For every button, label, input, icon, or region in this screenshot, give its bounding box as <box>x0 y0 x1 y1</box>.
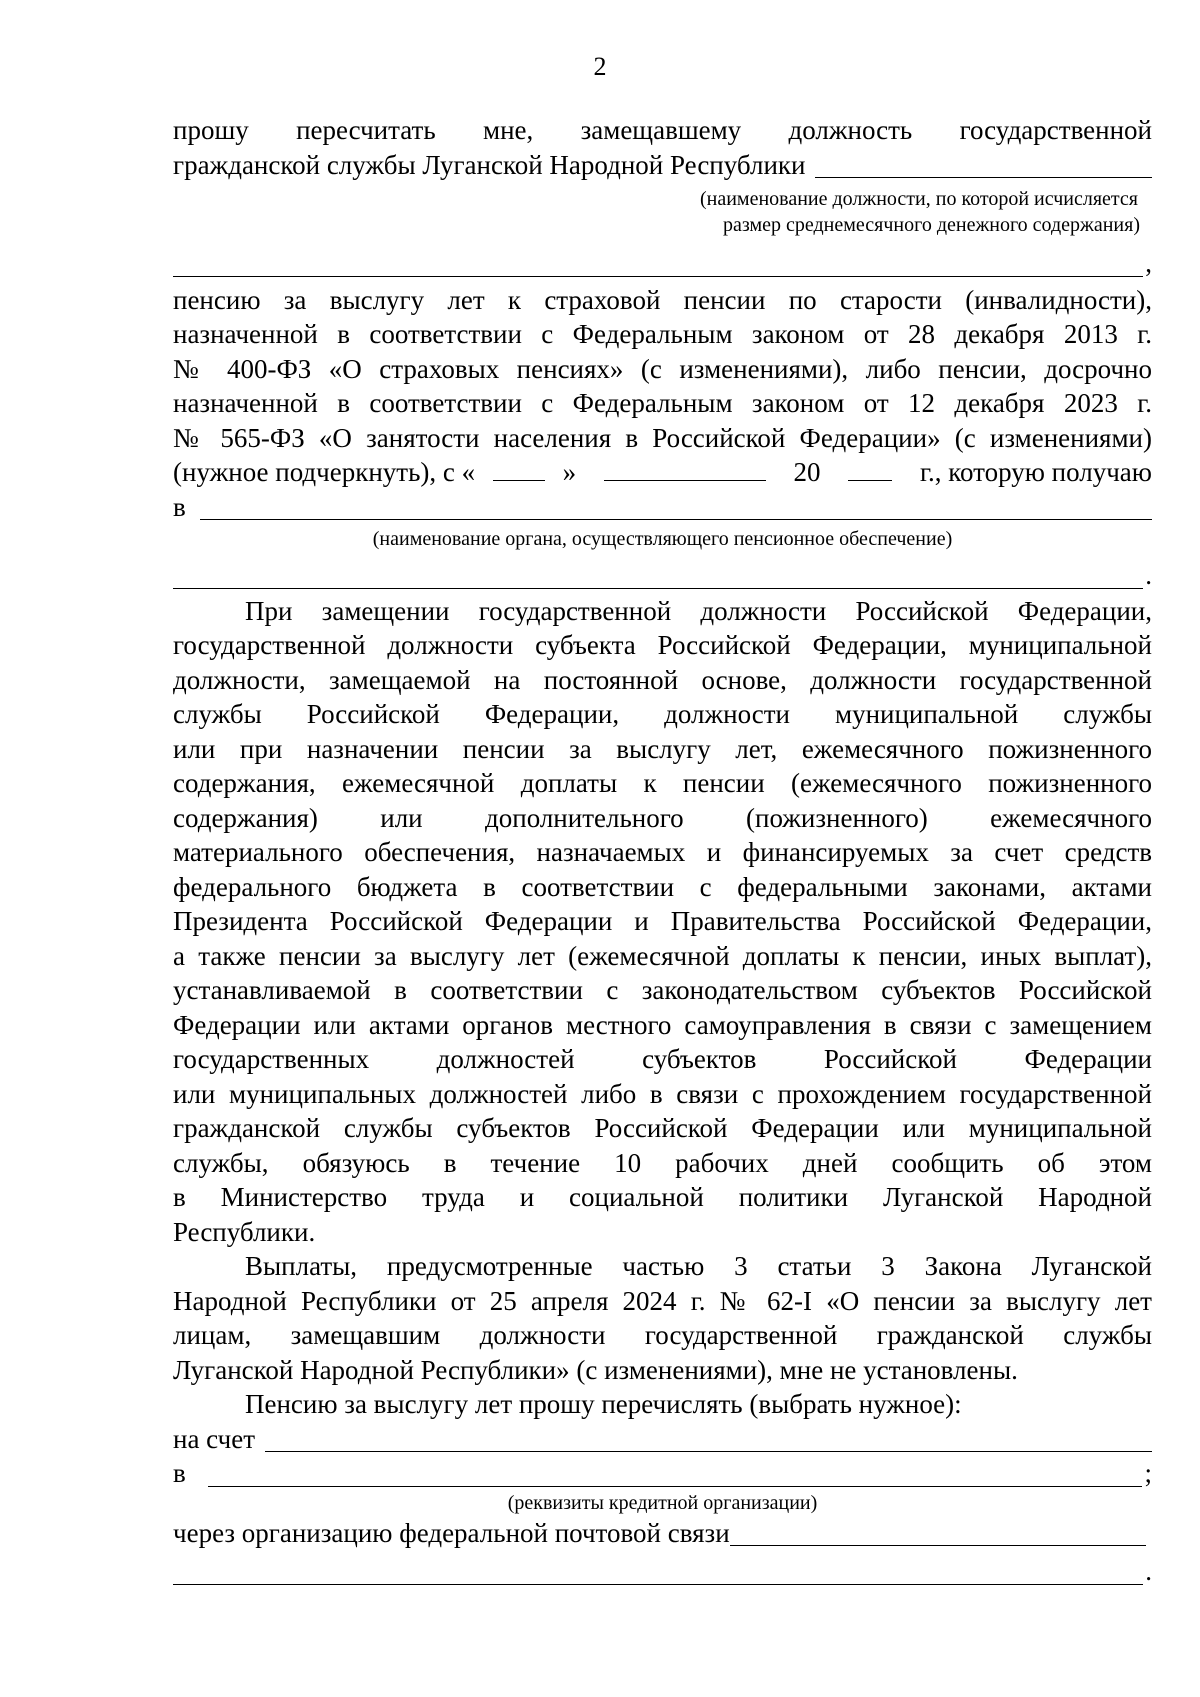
substitution-line: государственных должностей субъектов Российской Федерации <box>173 1044 1152 1074</box>
document-body <box>173 113 1152 1589</box>
year-field[interactable] <box>848 456 892 481</box>
position-caption-1: (наименование должности, по которой исчисляется <box>699 188 1138 210</box>
pension-line: назначенной в соответствии с Федеральным законом от 28 декабря 2013 г. <box>173 319 1152 349</box>
account-label: на счет <box>173 1423 255 1454</box>
substitution-line: Президента Российской Федерации и Правительства Российской Федерации, <box>173 906 1152 936</box>
substitution-line: или при назначении пенсии за выслугу лет, ежемесячного пожизненного <box>173 733 1152 764</box>
bank-prefix: в <box>173 1458 186 1488</box>
position-name-field[interactable] <box>815 153 1152 178</box>
substitution-line: устанавливаемой в соответствии с законодательством субъектов Российской <box>173 975 1152 1005</box>
position-caption-2: размер среднемесячного денежного содержания) <box>722 214 1140 236</box>
bank-trail: ; <box>1144 1458 1152 1488</box>
substitution-line: службы, обязуюсь в течение 10 рабочих дней сообщить об этом <box>173 1147 1152 1178</box>
organ-continuation-row <box>173 558 1152 593</box>
payments-paragraph <box>173 1249 1152 1387</box>
substitution-line: гражданской службы субъектов Российской Федерации или муниципальной <box>173 1113 1152 1143</box>
substitution-line: или муниципальных должностей либо в связи с прохождением государственной <box>173 1078 1152 1109</box>
pension-paragraph <box>173 283 1152 593</box>
date-line-part-3: 20 <box>793 457 821 487</box>
page-number: 2 <box>593 52 607 81</box>
substitution-line: Федерации или актами органов местного самоуправления в связи с замещением <box>173 1009 1152 1040</box>
payments-line: Луганской Народной Республики» (с изменениями), мне не установлены. <box>173 1354 1018 1385</box>
bank-row <box>173 1456 1152 1491</box>
substitution-line: содержания, ежемесячной доплаты к пенсии (ежемесячного пожизненного <box>173 768 1152 798</box>
substitution-line: должности, замещаемой на постоянной основе, должности государственной <box>173 664 1152 695</box>
post-label: через организацию федеральной почтовой связи <box>173 1517 730 1548</box>
substitution-line: государственной должности субъекта Российской Федерации, муниципальной <box>173 630 1152 660</box>
pension-line: № 400-ФЗ «О страховых пенсиях» (с изменениями), либо пенсии, досрочно <box>173 353 1152 384</box>
bank-details-field[interactable] <box>208 1462 1143 1487</box>
pension-organ-field-2[interactable] <box>173 564 1143 589</box>
day-field[interactable] <box>493 456 545 481</box>
transfer-heading: Пенсию за выслугу лет прошу перечислять (выбрать нужное): <box>245 1389 962 1419</box>
intro-line-2-text: гражданской службы Луганской Народной Республики <box>173 149 806 180</box>
post-office-field-2[interactable] <box>173 1560 1143 1585</box>
substitution-line: федерального бюджета в соответствии с федеральными законами, актами <box>173 871 1152 902</box>
organ-row <box>173 490 1152 525</box>
post-trail: . <box>1145 1556 1152 1586</box>
date-line-part-2: » <box>562 457 577 487</box>
pension-line: назначенной в соответствии с Федеральным законом от 12 декабря 2023 г. <box>173 388 1152 418</box>
post-row <box>173 1516 1152 1551</box>
position-continuation-row <box>173 246 1152 281</box>
pension-line: № 565-ФЗ «О занятости населения в Российской Федерации» (с изменениями) <box>173 422 1152 453</box>
substitution-line: а также пенсии за выслугу лет (ежемесячной доплаты к пенсии, иных выплат), <box>173 940 1152 971</box>
account-row <box>173 1422 1152 1457</box>
date-line-part-1: (нужное подчеркнуть), с « <box>173 457 476 487</box>
organ-caption: (наименование органа, осуществляющего пенсионное обеспечение) <box>372 528 953 550</box>
date-line <box>173 455 1152 490</box>
substitution-paragraph <box>173 594 1152 1250</box>
substitution-line: Республики. <box>173 1216 316 1247</box>
bank-caption: (реквизиты кредитной организации) <box>507 1491 818 1514</box>
payments-line: лицам, замещавшим должности государственной гражданской службы <box>173 1320 1152 1350</box>
substitution-line: материального обеспечения, назначаемых и финансируемых за счет средств <box>173 837 1152 867</box>
position-name-field-2[interactable] <box>173 252 1143 277</box>
substitution-line: При замещении государственной должности Российской Федерации, <box>245 595 1152 626</box>
transfer-section <box>173 1387 1152 1589</box>
intro-line-1: прошу пересчитать мне, замещавшему должность государственной <box>173 115 1152 145</box>
date-line-part-4: г., которую получаю <box>919 457 1152 487</box>
substitution-line: содержания) или дополнительного (пожизненного) ежемесячного <box>173 802 1152 833</box>
pension-organ-field[interactable] <box>200 495 1152 520</box>
month-field[interactable] <box>604 456 766 481</box>
intro-line-2 <box>173 148 1152 183</box>
post-office-field[interactable] <box>730 1521 1146 1546</box>
trail-period: . <box>1145 560 1152 590</box>
substitution-line: службы Российской Федерации, должности муниципальной службы <box>173 699 1152 729</box>
organ-prefix: в <box>173 491 186 522</box>
account-number-field[interactable] <box>265 1427 1152 1452</box>
trail-comma: , <box>1145 248 1152 278</box>
payments-line: Выплаты, предусмотренные частью 3 статьи 3 Закона Луганской <box>245 1251 1152 1281</box>
substitution-line: в Министерство труда и социальной политики Луганской Народной <box>173 1182 1152 1212</box>
pension-line: пенсию за выслугу лет к страховой пенсии по старости (инвалидности), <box>173 284 1152 315</box>
payments-line: Народной Республики от 25 апреля 2024 г. № 62-I «О пенсии за выслугу лет <box>173 1285 1152 1316</box>
post-continuation-row <box>173 1554 1152 1589</box>
